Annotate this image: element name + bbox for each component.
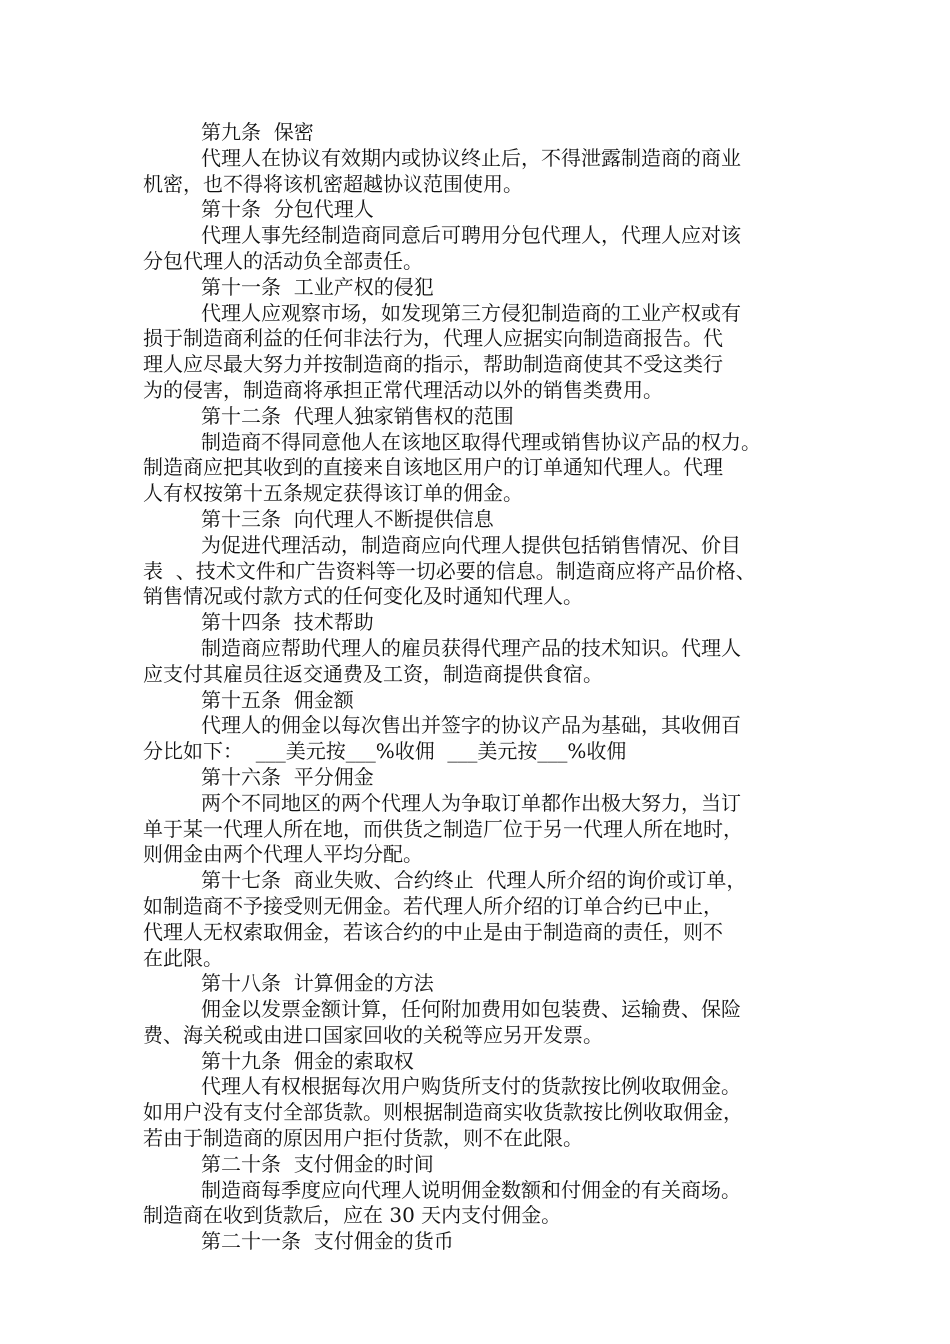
body-line: 则佣金由两个代理人平均分配。 xyxy=(143,842,423,867)
article-heading: 第十四条 技术帮助 xyxy=(201,610,374,635)
body-line: 若由于制造商的原因用户拒付货款，则不在此限。 xyxy=(143,1126,583,1151)
article-heading: 第十六条 平分佣金 xyxy=(201,764,374,789)
body-line: 在此限。 xyxy=(143,945,223,970)
article-body xyxy=(143,301,823,404)
body-line: 制造商不得同意他人在该地区取得代理或销售协议产品的权力。 xyxy=(201,429,761,454)
body-line: 费、海关税或由进口国家回收的关税等应另开发票。 xyxy=(143,1022,603,1047)
article-heading: 第十八条 计算佣金的方法 xyxy=(201,971,434,996)
body-line: 两个不同地区的两个代理人为争取订单都作出极大努力，当订 xyxy=(201,790,741,815)
body-line: 应支付其雇员往返交通费及工资，制造商提供食宿。 xyxy=(143,661,603,686)
article-heading: 第十二条 代理人独家销售权的范围 xyxy=(201,403,514,428)
body-line: 分包代理人的活动负全部责任。 xyxy=(143,248,423,273)
body-line: 理人应尽最大努力并按制造商的指示，帮助制造商使其不受这类行 xyxy=(143,352,723,377)
article-body xyxy=(143,146,823,198)
body-line: 人有权按第十五条规定获得该订单的佣金。 xyxy=(143,481,523,506)
body-line: 代理人在协议有效期内或协议终止后，不得泄露制造商的商业 xyxy=(201,145,741,170)
article-heading: 第十一条 工业产权的侵犯 xyxy=(201,274,434,299)
article-heading: 第十七条 商业失败、合约终止 代理人所介绍的询价或订单， xyxy=(201,868,747,893)
article-body xyxy=(143,533,823,610)
body-line: 单于某一代理人所在地，而供货之制造厂位于另一代理人所在地时， xyxy=(143,816,743,841)
body-line: 为的侵害，制造商将承担正常代理活动以外的销售类费用。 xyxy=(143,377,663,402)
body-line: 销售情况或付款方式的任何变化及时通知代理人。 xyxy=(143,584,583,609)
body-line: 佣金以发票金额计算，任何附加费用如包装费、运输费、保险 xyxy=(201,997,741,1022)
article-body xyxy=(143,894,823,971)
article-body xyxy=(143,713,823,765)
body-line: 制造商应把其收到的直接来自该地区用户的订单通知代理人。代理 xyxy=(143,455,723,480)
body-line: 机密，也不得将该机密超越协议范围使用。 xyxy=(143,171,523,196)
body-line: 代理人有权根据每次用户购货所支付的货款按比例收取佣金。 xyxy=(201,1074,741,1099)
article-body xyxy=(143,430,823,507)
article-heading: 第二十条 支付佣金的时间 xyxy=(201,1151,434,1176)
article-body xyxy=(143,1074,823,1151)
article-body xyxy=(143,997,823,1049)
body-line: 代理人无权索取佣金，若该合约的中止是由于制造商的责任，则不 xyxy=(143,919,723,944)
body-line: 制造商在收到货款后，应在 30 天内支付佣金。 xyxy=(143,1203,562,1228)
body-line: 损于制造商利益的任何非法行为，代理人应据实向制造商报告。代 xyxy=(143,326,723,351)
article-body xyxy=(143,223,823,275)
body-line: 分比如下： ___美元按___%收佣 ___美元按___%收佣 xyxy=(143,739,627,764)
body-line: 如制造商不予接受则无佣金。若代理人所介绍的订单合约已中止， xyxy=(143,893,723,918)
body-line: 代理人应观察市场，如发现第三方侵犯制造商的工业产权或有 xyxy=(201,300,741,325)
article-heading: 第九条 保密 xyxy=(201,120,314,144)
article-body xyxy=(143,1178,823,1230)
body-line: 代理人的佣金以每次售出并签字的协议产品为基础，其收佣百 xyxy=(201,713,741,738)
article-body xyxy=(143,636,823,688)
body-line: 制造商每季度应向代理人说明佣金数额和付佣金的有关商场。 xyxy=(201,1177,741,1202)
document-page xyxy=(143,120,823,1255)
body-line: 为促进代理活动，制造商应向代理人提供包括销售情况、价目 xyxy=(201,532,741,557)
body-line: 制造商应帮助代理人的雇员获得代理产品的技术知识。代理人 xyxy=(201,635,741,660)
article-heading: 第十九条 佣金的索取权 xyxy=(201,1048,414,1073)
article-heading: 第十三条 向代理人不断提供信息 xyxy=(201,506,494,531)
article-heading: 第二十一条 支付佣金的货币 xyxy=(201,1229,454,1254)
article-body xyxy=(143,791,823,868)
body-line: 代理人事先经制造商同意后可聘用分包代理人，代理人应对该 xyxy=(201,223,741,248)
body-line: 如用户没有支付全部货款。则根据制造商实收货款按比例收取佣金， xyxy=(143,1100,743,1125)
article-heading: 第十五条 佣金额 xyxy=(201,687,354,712)
article-heading: 第十条 分包代理人 xyxy=(201,197,374,222)
body-line: 表 、技术文件和广告资料等一切必要的信息。制造商应将产品价格、 xyxy=(143,558,756,583)
